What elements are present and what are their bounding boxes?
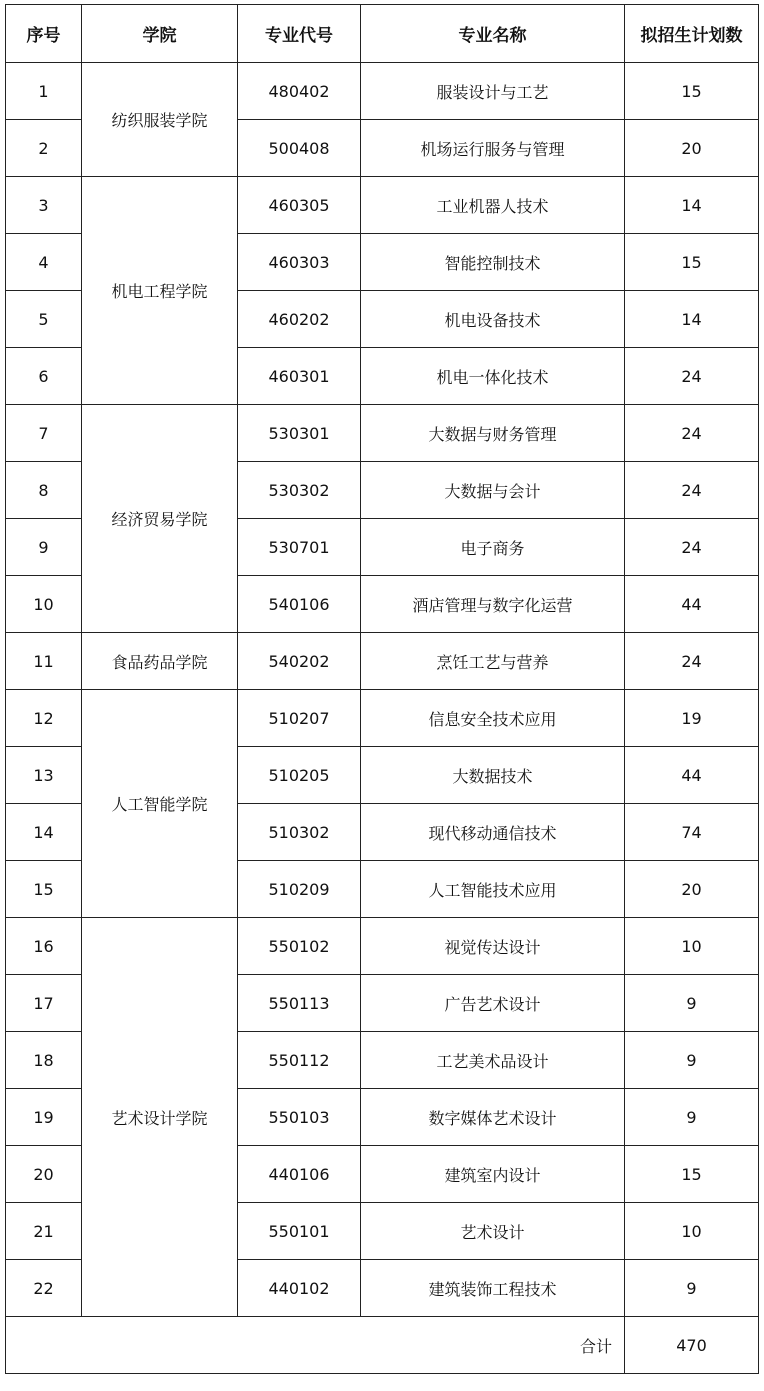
table-row [6,918,759,975]
major-name: 现代移动通信技术 [361,804,625,861]
major-name: 工业机器人技术 [361,177,625,234]
row-no: 8 [6,462,82,519]
major-name: 服装设计与工艺 [361,63,625,120]
major-code: 440106 [238,1146,361,1203]
row-no: 14 [6,804,82,861]
plan-count: 9 [625,975,759,1032]
row-no: 17 [6,975,82,1032]
major-name: 信息安全技术应用 [361,690,625,747]
major-name: 大数据与财务管理 [361,405,625,462]
row-no: 21 [6,1203,82,1260]
table-row [6,177,759,234]
major-code: 550101 [238,1203,361,1260]
plan-count: 20 [625,861,759,918]
major-code: 550102 [238,918,361,975]
table-body [6,63,759,1317]
plan-count: 24 [625,348,759,405]
row-no: 6 [6,348,82,405]
major-code: 550113 [238,975,361,1032]
row-no: 20 [6,1146,82,1203]
plan-count: 10 [625,918,759,975]
major-name: 机场运行服务与管理 [361,120,625,177]
row-no: 1 [6,63,82,120]
row-no: 15 [6,861,82,918]
major-code: 550103 [238,1089,361,1146]
plan-count: 24 [625,519,759,576]
table-row [6,690,759,747]
major-code: 540202 [238,633,361,690]
major-name: 数字媒体艺术设计 [361,1089,625,1146]
major-code: 460305 [238,177,361,234]
plan-count: 15 [625,234,759,291]
major-name: 建筑装饰工程技术 [361,1260,625,1317]
major-name: 人工智能技术应用 [361,861,625,918]
table-row [6,63,759,120]
plan-count: 20 [625,120,759,177]
major-code: 500408 [238,120,361,177]
plan-count: 19 [625,690,759,747]
major-name: 大数据与会计 [361,462,625,519]
major-code: 510207 [238,690,361,747]
total-label: 合计 [6,1317,625,1374]
major-name: 艺术设计 [361,1203,625,1260]
plan-count: 24 [625,405,759,462]
plan-count: 44 [625,576,759,633]
header-major: 专业名称 [361,5,625,63]
plan-count: 15 [625,1146,759,1203]
header-college: 学院 [82,5,238,63]
major-name: 智能控制技术 [361,234,625,291]
major-code: 460301 [238,348,361,405]
plan-count: 14 [625,291,759,348]
row-no: 19 [6,1089,82,1146]
major-code: 460303 [238,234,361,291]
plan-count: 24 [625,462,759,519]
row-no: 4 [6,234,82,291]
plan-count: 9 [625,1260,759,1317]
major-name: 大数据技术 [361,747,625,804]
major-code: 440102 [238,1260,361,1317]
plan-count: 24 [625,633,759,690]
major-name: 视觉传达设计 [361,918,625,975]
total-row [6,1317,759,1374]
major-name: 机电一体化技术 [361,348,625,405]
total-value: 470 [625,1317,759,1374]
row-no: 7 [6,405,82,462]
major-code: 510209 [238,861,361,918]
major-code: 530302 [238,462,361,519]
plan-count: 74 [625,804,759,861]
major-name: 电子商务 [361,519,625,576]
major-code: 460202 [238,291,361,348]
college-name: 食品药品学院 [82,633,238,690]
major-name: 工艺美术品设计 [361,1032,625,1089]
table-row [6,405,759,462]
row-no: 18 [6,1032,82,1089]
college-name: 人工智能学院 [82,690,238,918]
row-no: 16 [6,918,82,975]
plan-count: 9 [625,1089,759,1146]
major-code: 550112 [238,1032,361,1089]
header-row [6,5,759,63]
plan-count: 44 [625,747,759,804]
header-code: 专业代号 [238,5,361,63]
row-no: 9 [6,519,82,576]
college-name: 纺织服装学院 [82,63,238,177]
college-name: 经济贸易学院 [82,405,238,633]
plan-count: 14 [625,177,759,234]
plan-count: 9 [625,1032,759,1089]
table-row [6,633,759,690]
major-name: 机电设备技术 [361,291,625,348]
row-no: 5 [6,291,82,348]
enrollment-plan-sheet [5,4,759,1374]
row-no: 10 [6,576,82,633]
plan-count: 15 [625,63,759,120]
major-code: 510302 [238,804,361,861]
row-no: 22 [6,1260,82,1317]
header-no: 序号 [6,5,82,63]
college-name: 艺术设计学院 [82,918,238,1317]
major-code: 480402 [238,63,361,120]
row-no: 11 [6,633,82,690]
enrollment-plan-table [5,4,759,1374]
major-name: 建筑室内设计 [361,1146,625,1203]
major-code: 530301 [238,405,361,462]
major-name: 酒店管理与数字化运营 [361,576,625,633]
major-name: 广告艺术设计 [361,975,625,1032]
college-name: 机电工程学院 [82,177,238,405]
row-no: 13 [6,747,82,804]
plan-count: 10 [625,1203,759,1260]
major-name: 烹饪工艺与营养 [361,633,625,690]
major-code: 540106 [238,576,361,633]
major-code: 510205 [238,747,361,804]
row-no: 3 [6,177,82,234]
header-plan: 拟招生计划数 [625,5,759,63]
major-code: 530701 [238,519,361,576]
row-no: 2 [6,120,82,177]
row-no: 12 [6,690,82,747]
